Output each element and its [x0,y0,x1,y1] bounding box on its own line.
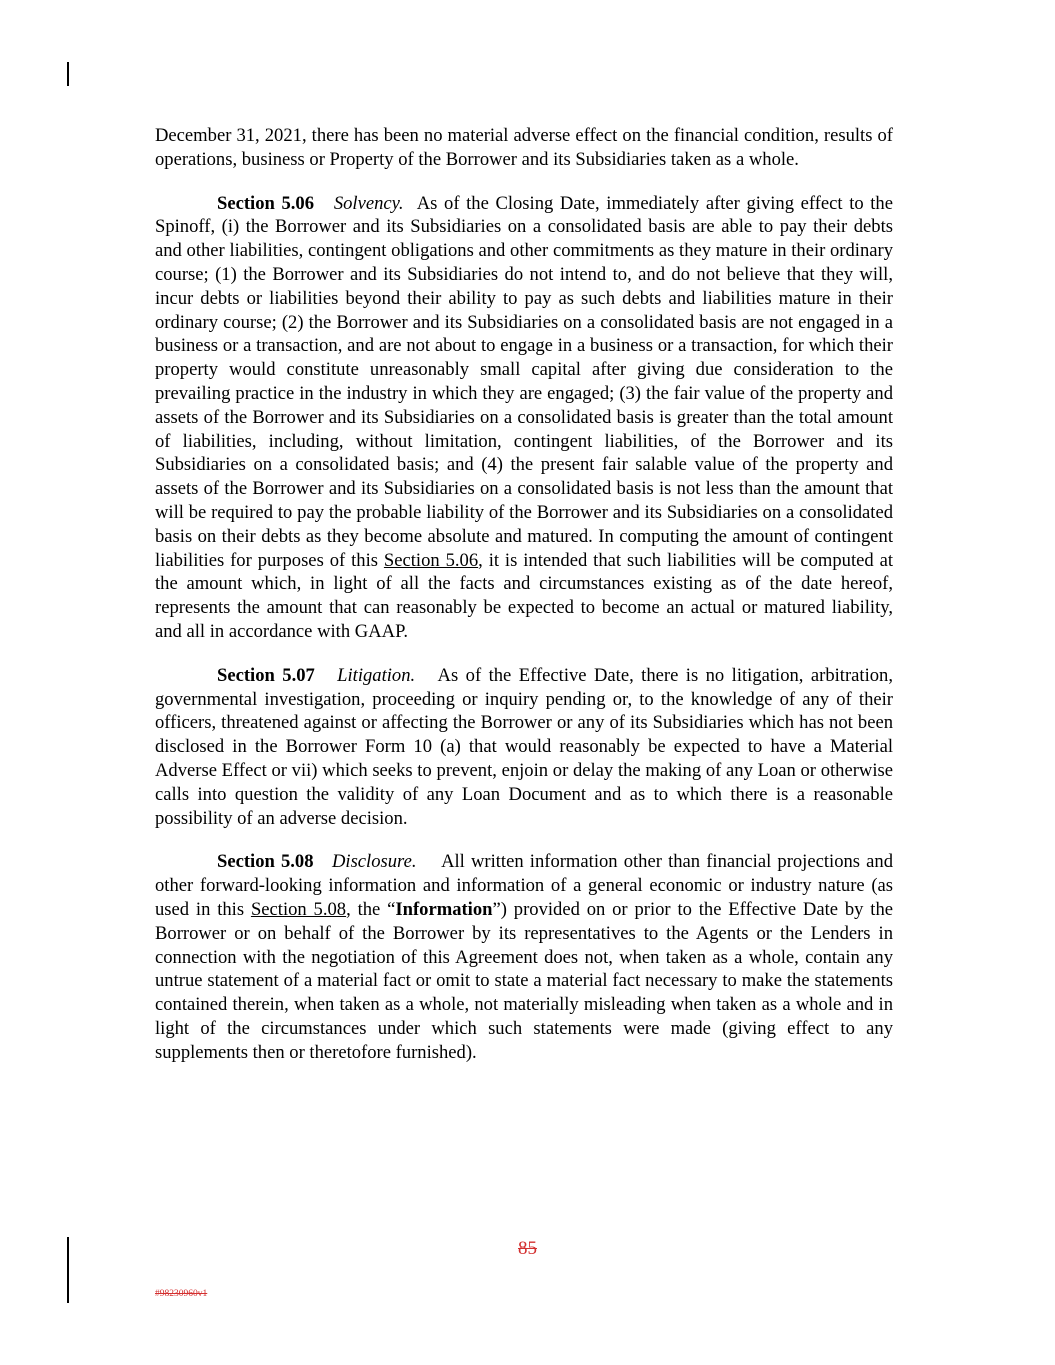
paragraph-continuation: December 31, 2021, there has been no material adverse effect on the financial condition, results of operations, business or Property of the Borrower and its Subsidiaries taken as a whole. [155,125,893,170]
section-text: , the “ [346,898,396,920]
section-5-07 [155,664,893,831]
section-5-06 [155,192,893,644]
section-text: All written information other than financial projections and other forward-looking information and information of a general economic or industry nature (as used in this [155,851,894,920]
section-text: As of the Closing Date, immediately after giving effect to the Spinoff, (i) the Borrower and its Subsidiaries on a consolidated basis are able to pay their debts and other liabilities, contingent obligations and other commitments as they mature in their ordinary course; (1) the Borrower and its Subsidiaries do not intend to, and do not believe that they will, incur debts or liabilities beyond their ability to pay as such debts and liabilities mature in their ordinary course; (2) the Borrower and its Subsidiaries on a consolidated basis are not engaged in a business or a transaction, and are not about to engage in a business or a transaction, for which their property would constitute unreasonably small capital after giving due consideration to the prevailing practice in the industry in which they are engaged; (3) the fair value of the property and assets of the Borrower and its Subsidiaries on a consolidated basis is greater than the total amount of liabilities, including, without limitation, contingent liabilities, of the Borrower and its Subsidiaries on a consolidated basis; and (4) the present fair salable value of the property and assets of the Borrower and its Subsidiaries on a consolidated basis is not less than the amount that will be required to pay the probable liability of the Borrower and its Subsidiaries on a consolidated basis on their debts as they become absolute and matured. In computing the amount of contingent liabilities for purposes of this [155,192,893,571]
section-text: , it is intended that such liabilities will be computed at the amount which, in light of all the facts and circumstances existing as of the date hereof, represents the amount that can reasonably be expected to become an actual or matured liability, and all in accordance with GAAP. [155,549,894,642]
section-cross-reference: Section 5.06 [383,549,479,571]
change-bar-top [67,62,69,86]
section-5-08 [155,850,893,1064]
section-title: Solvency. [333,192,404,214]
document-id: #98230960v1 [155,1289,208,1299]
page-number: 85 [518,1238,537,1259]
section-number: Section 5.06 [217,192,314,214]
section-number: Section 5.07 [217,664,315,686]
defined-term: Information [395,898,493,920]
section-title: Litigation. [337,664,416,686]
section-number: Section 5.08 [217,851,314,873]
section-text: ”) provided on or prior to the Effective Date by the Borrower or on behalf of the Borrower by its representatives to the Agents or the Lenders in connection with the negotiation of this Agreement does not, when taken as a whole, contain any untrue statement of a material fact or omit to state a material fact necessary to make the statements contained therein, when taken as a whole, not materially misleading when taken as a whole and in light of the circumstances under which such statements were made (giving effect to any supplements then or theretofore furnished). [155,898,893,1063]
document-body [155,124,893,1084]
section-text: As of the Effective Date, there is no litigation, arbitration, governmental investigation, proceeding or inquiry pending or, to the knowledge of any of their officers, threatened against or affecting the Borrower or any of its Subsidiaries which has not been disclosed in the Borrower Form 10 (a) that would reasonably be expected to have a Material Adverse Effect or vii) which seeks to prevent, enjoin or delay the making of any Loan or otherwise calls into question the validity of any Loan Document and as to which there is a reasonable possibility of an adverse decision. [155,664,893,829]
section-title: Disclosure. [331,851,417,873]
section-cross-reference: Section 5.08 [250,898,347,920]
